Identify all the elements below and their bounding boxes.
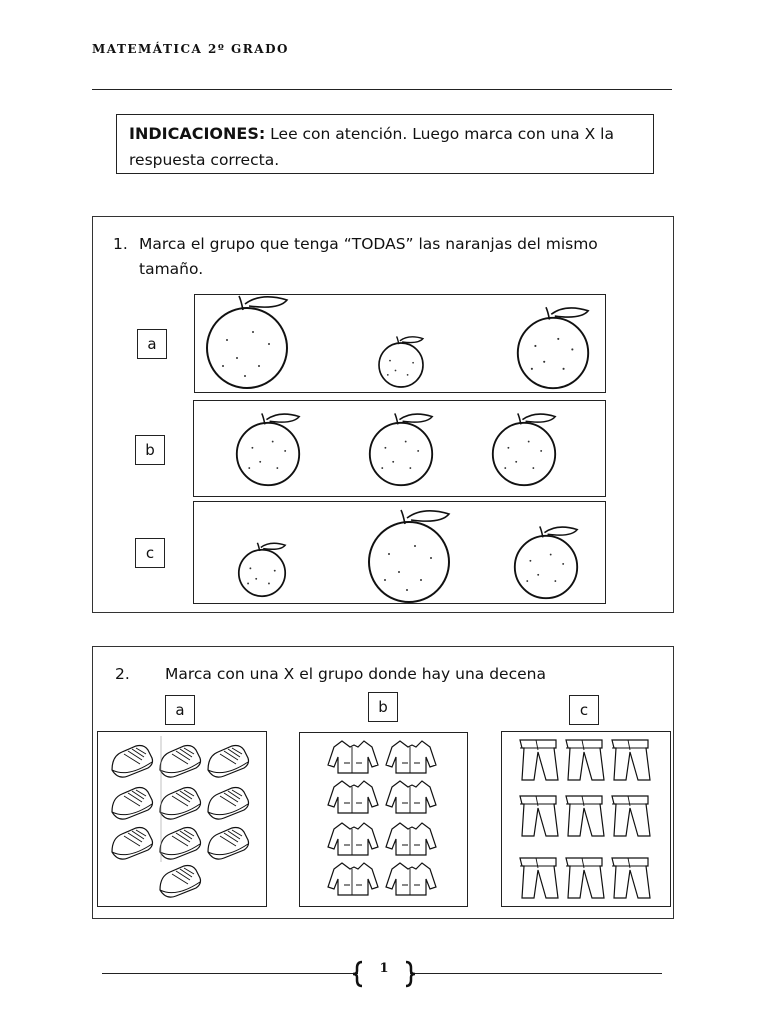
shoe-icon bbox=[208, 788, 249, 820]
orange-icon bbox=[369, 510, 449, 602]
instructions-label: INDICACIONES: bbox=[129, 124, 266, 143]
footer-divider-left bbox=[102, 973, 358, 974]
question-1-number: 1. bbox=[113, 235, 128, 253]
option-a-checkbox[interactable]: a bbox=[165, 695, 195, 725]
shoe-icon bbox=[208, 746, 249, 778]
shoe-icon bbox=[112, 746, 153, 778]
shoe-icon bbox=[160, 866, 201, 898]
footer-divider-right bbox=[410, 973, 662, 974]
page-number: 1 bbox=[379, 961, 389, 976]
jacket-icon bbox=[386, 863, 436, 895]
jacket-icon bbox=[386, 741, 436, 773]
pants-icon bbox=[566, 740, 604, 780]
oranges-group-b-image bbox=[194, 401, 607, 498]
shoe-icon bbox=[112, 788, 153, 820]
shoes-group-a bbox=[97, 731, 267, 907]
pants-icon bbox=[520, 796, 558, 836]
question-2-number: 2. bbox=[115, 665, 130, 683]
jacket-icon bbox=[328, 823, 378, 855]
shoe-icon bbox=[160, 746, 201, 778]
jackets-group-b bbox=[299, 732, 468, 907]
jacket-icon bbox=[386, 781, 436, 813]
pants-icon bbox=[520, 740, 558, 780]
jacket-icon bbox=[328, 741, 378, 773]
jacket-icon bbox=[386, 823, 436, 855]
question-1-text: Marca el grupo que tenga “TODAS” las naranjas del mismo tamaño. bbox=[139, 235, 598, 278]
orange-icon bbox=[515, 526, 577, 598]
orange-icon bbox=[237, 413, 299, 485]
pants-group-c bbox=[501, 731, 671, 907]
orange-icon bbox=[379, 336, 423, 387]
shoe-icon bbox=[208, 828, 249, 860]
option-a-checkbox[interactable]: a bbox=[137, 329, 167, 359]
shoe-icon bbox=[160, 788, 201, 820]
orange-icon bbox=[518, 307, 588, 388]
option-b-checkbox[interactable]: b bbox=[368, 692, 398, 722]
shoe-icon bbox=[160, 828, 201, 860]
orange-icon bbox=[207, 296, 287, 388]
header-divider bbox=[92, 89, 672, 90]
oranges-row-a bbox=[194, 294, 606, 393]
question-2-text: Marca con una X el grupo donde hay una decena bbox=[165, 665, 546, 683]
oranges-row-b bbox=[193, 400, 606, 497]
instructions-text: Lee con atención. Luego marca con una X la respuesta correcta. bbox=[129, 125, 614, 169]
oranges-group-c-image bbox=[194, 502, 607, 605]
pants-icon bbox=[612, 796, 650, 836]
pants-icon bbox=[520, 858, 558, 898]
option-c-checkbox[interactable]: c bbox=[569, 695, 599, 725]
pants-icon bbox=[612, 858, 650, 898]
pants-image bbox=[502, 732, 670, 906]
jacket-icon bbox=[328, 863, 378, 895]
shoe-icon bbox=[112, 828, 153, 860]
orange-icon bbox=[370, 413, 432, 485]
question-1-section bbox=[92, 216, 674, 613]
header-title: MATEMÁTICA 2º GRADO bbox=[92, 42, 289, 56]
pants-icon bbox=[612, 740, 650, 780]
instructions-box bbox=[116, 114, 654, 174]
pants-icon bbox=[566, 858, 604, 898]
option-b-checkbox[interactable]: b bbox=[135, 435, 165, 465]
pants-icon bbox=[566, 796, 604, 836]
oranges-group-a-image bbox=[195, 295, 607, 394]
jackets-image bbox=[300, 733, 467, 906]
option-c-checkbox[interactable]: c bbox=[135, 538, 165, 568]
orange-icon bbox=[239, 543, 285, 596]
shoes-image bbox=[98, 732, 266, 906]
orange-icon bbox=[493, 413, 555, 485]
oranges-row-c bbox=[193, 501, 606, 604]
question-2-section bbox=[92, 646, 674, 919]
jacket-icon bbox=[328, 781, 378, 813]
